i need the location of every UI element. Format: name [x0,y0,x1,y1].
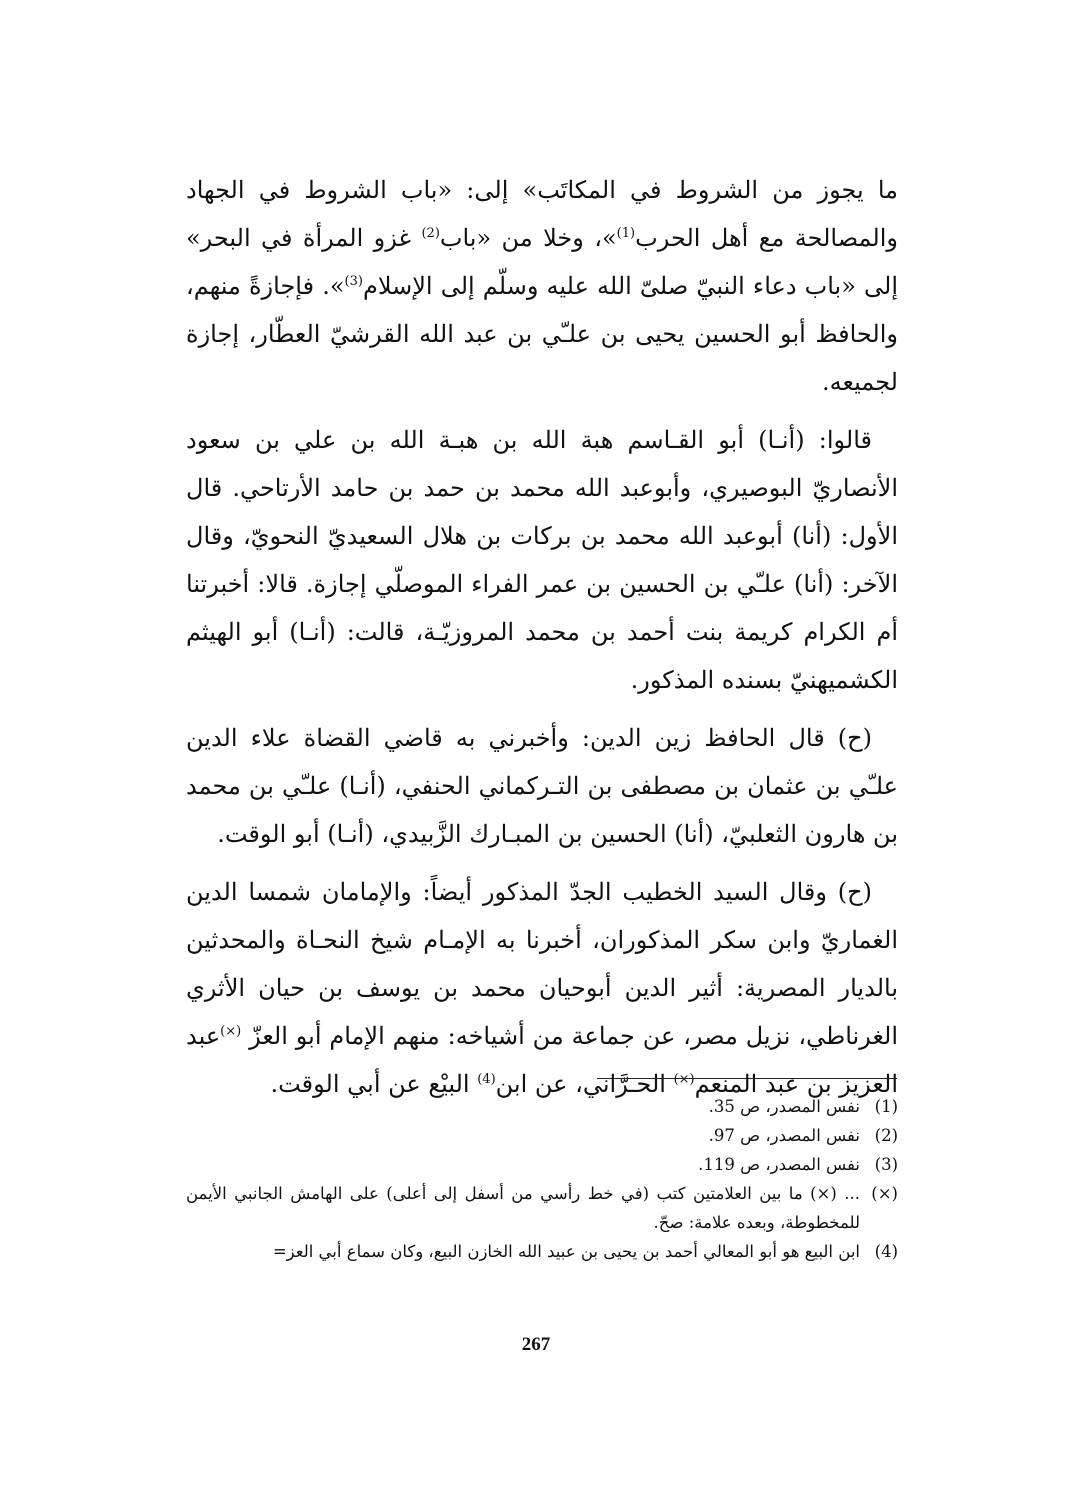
footnote-text: ... (×) ما بين العلامتين كتب (في خط رأسي من أسفل إلى أعلى) على الهامش الجانبي الأيمن للمخطوطة، وبعده علامة: صحّ. [186,1184,860,1232]
footnote [186,1092,898,1121]
footnotes [186,1092,898,1266]
page-number: 267 [521,1334,551,1355]
footnote-ref-3: (3) [344,274,363,289]
paragraph-3: (ح) قال الحافظ زين الدين: وأخبرني به قاضي القضاة علاء الدين علـّي بن عثمان بن مصطفى بن التـركماني الحنفي، (أنـا) علـّي بن محمد بن هارون الثعلبيّ، (أنا) الحسين بن المبـارك الزَّبيدي، (أنـا) أبو الوقت. [186,724,898,848]
footnote-ref-2: (2) [421,226,440,241]
footnote-ref-1: (1) [616,226,636,241]
footnote-marker: (2) [874,1126,898,1145]
footnote-marker: (4) [874,1242,898,1261]
paragraph-1-text-a: ما يجوز من الشروط في المكاتَب» إلى: «باب الشروط في الجهاد والمصالحة مع أهل الحرب [186,176,898,252]
margin-mark-1: (×) [220,1024,242,1039]
footnote-ref-4: (4) [477,1072,496,1087]
paragraph-1 [186,166,898,406]
footnote [186,1150,898,1179]
paragraph-1-text-d: ». فإجازةً منهم، والحافظ أبو الحسين يحيى بن علـّي بن عبد الله القرشيّ العطّار، إجازة لجميعه. [186,272,898,396]
footnote-marker: (3) [874,1155,898,1174]
footnote-separator [597,1078,897,1079]
footnote-marker: (1) [874,1097,898,1116]
paragraph-4-text-d: البيْع عن أبي الوقت. [270,1070,478,1098]
footnote-text: نفس المصدر، ص 35. [708,1097,860,1116]
footnote [186,1179,898,1237]
footnote-marker: (×) [871,1184,898,1203]
footnote-text: نفس المصدر، ص 119. [698,1155,860,1174]
paragraph-2: قالوا: (أنـا) أبو القـاسم هبة الله بن هبـة الله بن علي بن سعود الأنصاريّ البوصيري، وأبوعبد الله محمد بن حمد بن حامد الأرتاحي. قال الأول: (أنا) أبوعبد الله محمد بن بركات بن هلال السعيديّ النحويّ، وقال الآخر: (أنا) علـّي بن الحسين بن عمر الفراء الموصلّي إجازة. قالا: أخبرتنا أم الكرام كريمة بنت أحمد بن محمد المروزيّـة، قالت: (أنـا) أبو الهيثم الكشميهنيّ بسنده المذكور. [186,426,898,694]
footnote-text: نفس المصدر، ص 97. [708,1126,860,1145]
footnote-text: ابن البيع هو أبو المعالي أحمد بن يحيى بن عبيد الله الخازن البيع، وكان سماع أبي العز= [272,1242,860,1261]
footnote [186,1237,898,1266]
paragraph-4-text-c: الحـرَّاني، عن ابن [495,1070,674,1098]
paragraph-4-text-a: (ح) وقال السيد الخطيب الجدّ المذكور أيضاً: والإمامان شمسا الدين الغماريّ وابن سكر المذكوران، أخبرنا به الإمـام شيخ النحـاة والمحدثين بالديار المصرية: أثير الدين أبوحيان محمد بن يوسف بن حيان الأثري الغرناطي، نزيل مصر، عن جماعة من أشياخه: منهم الإمام أبو العزّ [186,878,898,1050]
margin-mark-2: (×) [673,1072,695,1087]
paragraph-4-text-b: عبد العزيز بن عبد المنعم [186,1022,898,1098]
paragraph-1-text-c: غزو المرأة في البحر» إلى «باب دعاء النبيّ صلىّ الله عليه وسلّم إلى الإسلام [186,224,899,300]
footnote [186,1121,898,1150]
paragraph-1-text-b: »، وخلا من «باب [439,224,617,252]
main-text [186,166,898,1118]
paragraph-4 [186,868,898,1108]
